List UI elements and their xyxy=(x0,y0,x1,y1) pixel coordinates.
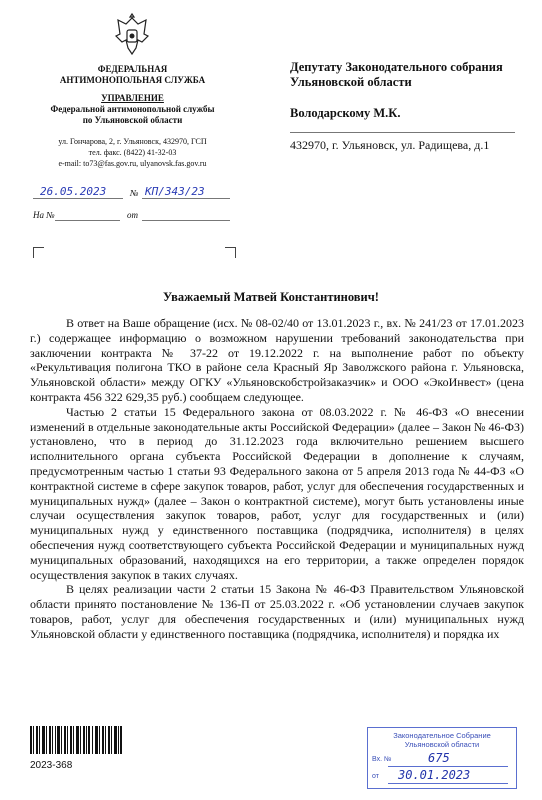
org-email: e-mail: to73@fas.gov.ru, ulyanovsk.fas.gov.ru xyxy=(58,159,207,168)
barcode-icon xyxy=(30,726,122,754)
registration-stamp xyxy=(367,727,517,789)
stamp-in-number: 675 xyxy=(428,751,450,765)
corner-mark-right xyxy=(225,247,236,258)
paragraph-3: В целях реализации части 2 статьи 15 Закона № 46-ФЗ Правительством Ульяновской области принято постановление № 136-П от 25.03.2022 г. «Об установлении случаев закупок товаров, работ, услуг для обеспечения государственных и (или) муниципальных нужд Ульяновской области у единственного поставщика (подрядчика, исполнителя) и порядка их xyxy=(30,582,524,641)
stamp-in-label: Вх. № xyxy=(372,756,392,763)
dept-line1: УПРАВЛЕНИЕ xyxy=(101,93,164,103)
recipient-address: 432970, г. Ульяновск, ул. Радищева, д.1 xyxy=(290,138,490,152)
dept-line2: Федеральной антимонопольной службы xyxy=(50,104,215,114)
stamp-date: 30.01.2023 xyxy=(398,768,471,782)
recipient-line2: Ульяновской области xyxy=(290,75,412,89)
dept-line3: по Ульяновской области xyxy=(82,115,183,125)
reg-date: 26.05.2023 xyxy=(40,185,107,198)
salutation: Уважаемый Матвей Константинович! xyxy=(163,290,379,304)
paragraph-1: В ответ на Ваше обращение (исх. № 08-02/40 от 13.01.2023 г., вх. № 241/23 от 17.01.2023 г.) содержащее информацию о возможном нарушении требований законодательства при заключении контракта № 37-22 от 19.12.2022 г. на выполнение работ по объекту «Рекультивация полигона ТКО в районе села Красный Яр Заволжского района г. Ульяновска, Ульяновской области» между ОГКУ «Ульяновскобстройзаказчик» и ООО «ЭкоИнвест» (цена контракта 456 322 629,35 руб.) сообщаем следующее. xyxy=(30,316,524,404)
org-name-line1: ФЕДЕРАЛЬНАЯ xyxy=(97,64,168,74)
org-address: ул. Гончарова, 2, г. Ульяновск, 432970, ГСП xyxy=(58,137,207,146)
reg-number: КП/343/23 xyxy=(145,185,205,198)
letter-body xyxy=(30,316,524,642)
recipient-line1: Депутату Законодательного собрания xyxy=(290,60,503,74)
doc-code: 2023-368 xyxy=(30,760,73,771)
stamp-date-label: от xyxy=(372,773,379,780)
ref-number-prefix: На № xyxy=(33,210,55,220)
org-name-line2: АНТИМОНОПОЛЬНАЯ СЛУЖБА xyxy=(59,75,206,85)
ref-from-label: от xyxy=(127,210,138,220)
org-phone: тел. факс. (8422) 41-32-03 xyxy=(88,148,177,157)
paragraph-2: Частью 2 статьи 15 Федерального закона от 08.03.2022 г. № 46-ФЗ «О внесении изменений в отдельные законодательные акты Российской Федерации» (далее – Закон № 46-ФЗ) установлено, что в период до 31.12.2023 года включительно решением высшего исполнительного органа субъекта Российской Федерации в дополнение к случаям, предусмотренным частью 1 статьи 93 Федерального закона от 5 апреля 2013 года № 44-ФЗ «О контрактной системе в сфере закупок товаров, работ, услуг для обеспечения государственных и муниципальных нужд» (далее – Закон о контрактной системе), могут быть установлены иные случаи осуществления закупок товаров, работ, услуг для государственных и (или) муниципальных нужд у единственного поставщика (подрядчика, исполнителя) в целях обеспечения нужд соответствующего субъекта Российской Федерации и муниципальных нужд муниципальных образований, находящихся на его территории, а также определен порядок осуществления закупок в таких случаях. xyxy=(30,404,524,582)
stamp-line1: Законодательное Собрание xyxy=(393,731,491,740)
corner-mark-left xyxy=(33,247,44,258)
recipient-name: Володарскому М.К. xyxy=(290,106,401,120)
reg-number-prefix: № xyxy=(130,188,139,198)
coat-of-arms-icon xyxy=(112,12,152,60)
stamp-line2: Ульяновской области xyxy=(404,740,480,749)
